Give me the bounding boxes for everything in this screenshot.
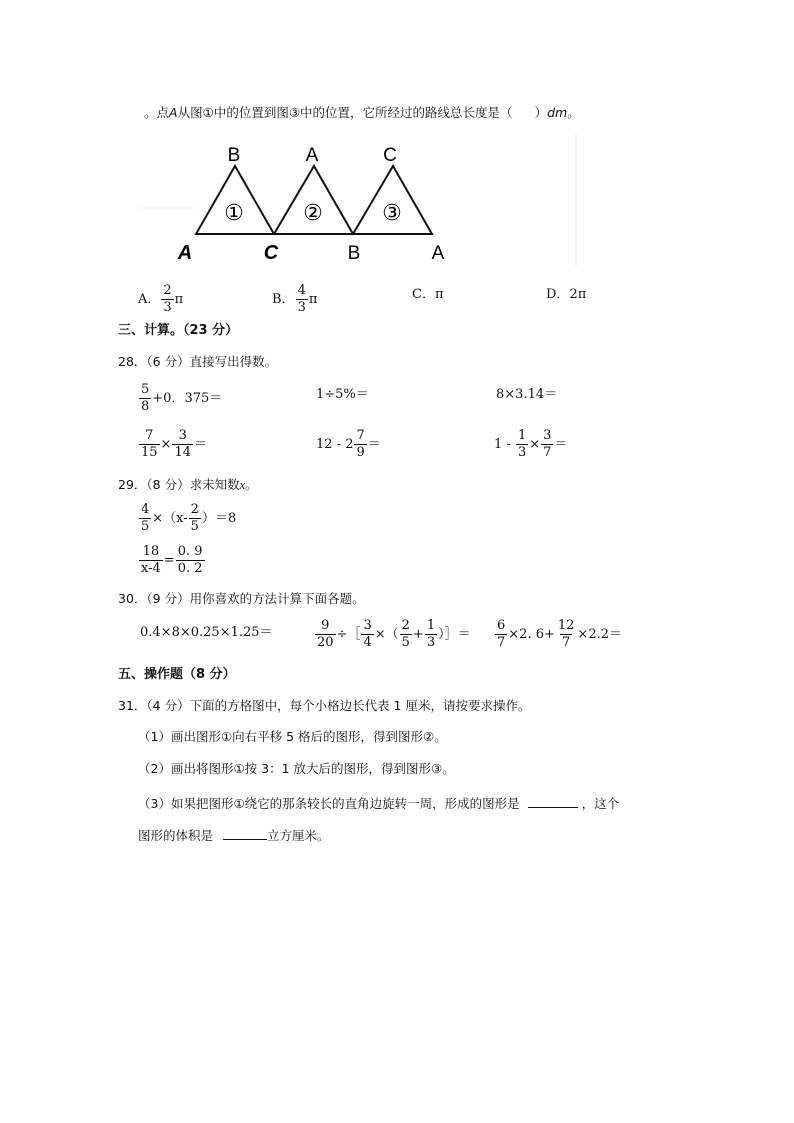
q27-unit: dm xyxy=(547,105,568,120)
q31-step-3-pre: （3）如果把图形①绕它的那条较长的直角边旋转一周，形成的图形是 xyxy=(138,796,520,811)
q27-prefix: 。点 xyxy=(144,105,170,120)
q31-step-2: （2）画出将图形①按 3：1 放大后的图形，得到图形③。 xyxy=(138,761,455,776)
q29-eq2-eq: = xyxy=(163,552,175,568)
q28-problem-2: 1÷5%＝ xyxy=(316,387,369,402)
q28-problem-5 xyxy=(316,429,381,459)
q28-problem-6 xyxy=(494,429,567,459)
q27-option-b[interactable] xyxy=(272,284,317,314)
option-b-fraction: $\frac{4}{3}$ xyxy=(297,283,306,315)
q28-p6-times: × xyxy=(529,436,541,452)
q27-text-mid: 从图 xyxy=(177,105,203,120)
q31-step-1: （1）画出图形①向右平移 5 格后的图形，得到图形②。 xyxy=(138,729,447,744)
q29-title xyxy=(118,479,258,492)
q31-answer-blank-1[interactable] xyxy=(528,795,578,808)
option-a-fraction: $\frac{2}{3}$ xyxy=(163,283,172,315)
top-label-1: B xyxy=(227,145,241,166)
q28-title: 28．（6 分）直接写出得数。 xyxy=(118,354,278,369)
q28-p6-fraction-1: $\frac{1}{3}$ xyxy=(517,428,527,460)
circle-label-1: ① xyxy=(224,200,244,225)
q31-step-4 xyxy=(138,827,330,843)
q29-title-var: x xyxy=(239,478,246,492)
q27-triangle-figure xyxy=(140,132,580,272)
q31-answer-blank-2[interactable] xyxy=(223,827,267,840)
q29-eq1-fraction-2: $\frac{2}{5}$ xyxy=(190,502,199,534)
top-label-2: A xyxy=(305,145,319,166)
option-d-text: 2π xyxy=(569,287,587,302)
q28-p4-times: × xyxy=(160,436,172,452)
option-c-text: π xyxy=(434,287,444,302)
q29-equation-2 xyxy=(138,545,206,575)
q30-e2-op1: ÷［ xyxy=(336,626,361,642)
circle-label-3: ③ xyxy=(382,200,402,225)
q27-circle-3: ③ xyxy=(288,105,301,120)
q30-e3-fraction-1: $\frac{6}{7}$ xyxy=(497,618,506,650)
q30-expression-2 xyxy=(314,619,471,649)
option-b-pi: π xyxy=(308,291,318,307)
q28-p1-fraction: $\frac{5}{8}$ xyxy=(141,382,150,414)
q30-e3-fraction-2: $\frac{12}{7}$ xyxy=(557,618,575,650)
q28-p1-rest: +0．375＝ xyxy=(152,390,223,406)
bottom-label-3: B xyxy=(347,243,361,264)
q30-expression-3 xyxy=(494,619,622,649)
option-d-letter: D． xyxy=(546,287,570,302)
q30-e3-end: ×2.2＝ xyxy=(577,626,622,642)
q28-p4-eq: ＝ xyxy=(194,436,208,452)
q30-e2-fraction-4: $\frac{1}{3}$ xyxy=(426,618,436,650)
q30-e2-fraction-2: $\frac{3}{4}$ xyxy=(363,618,372,650)
option-a-pi: π xyxy=(174,291,184,307)
option-a-letter: A． xyxy=(138,291,161,307)
section-3-title: 三、计算。（23 分） xyxy=(118,323,239,338)
q31-step-4-post: 立方厘米。 xyxy=(267,828,330,843)
q29-eq1-mid: ×（x- xyxy=(152,510,188,526)
q27-text-end: 中的位置，它所经过的路线总长度是（ xyxy=(300,105,513,120)
bottom-label-2: C xyxy=(263,242,279,264)
q31-step-3-post: ，这个 xyxy=(581,796,620,811)
q28-p6-eq: ＝ xyxy=(554,436,568,452)
q29-eq1-fraction-1: $\frac{4}{5}$ xyxy=(141,502,150,534)
bottom-label-4: A xyxy=(431,243,445,264)
q29-title-pre: 29．（8 分）求未知数 xyxy=(118,477,240,492)
q28-problem-3: 8×3.14＝ xyxy=(496,387,558,402)
q29-eq2-fraction-1: $\frac{18}{x-4}$ xyxy=(141,544,161,576)
q30-e2-fraction-1: $\frac{9}{20}$ xyxy=(317,618,334,650)
bottom-label-1: A xyxy=(177,242,193,264)
q30-e2-fraction-3: $\frac{2}{5}$ xyxy=(401,618,410,650)
q31-title: 31．（4 分）下面的方格图中，每个小格边长代表 1 厘米，请按要求操作。 xyxy=(118,698,531,713)
q29-equation-1 xyxy=(138,503,236,533)
q29-title-post: 。 xyxy=(245,477,258,492)
q28-p5-pre: 12 - 2 xyxy=(316,436,354,452)
q28-p6-fraction-2: $\frac{3}{7}$ xyxy=(543,428,552,460)
q27-paren-close: ） xyxy=(534,105,548,120)
q30-title: 30．（9 分）用你喜欢的方法计算下面各题。 xyxy=(118,591,365,606)
q29-eq1-end: ）＝8 xyxy=(201,510,237,526)
q27-option-a[interactable] xyxy=(138,284,183,314)
q29-eq2-fraction-2: $\frac{0. 9}{0. 2}$ xyxy=(177,544,203,576)
q30-e2-plus: + xyxy=(412,626,424,642)
q28-problem-4 xyxy=(138,429,207,459)
q30-e2-op2: ×（ xyxy=(374,626,399,642)
section-5-title: 五、操作题（8 分） xyxy=(118,667,236,682)
q30-e2-end: ）］＝ xyxy=(438,626,471,642)
q28-p4-fraction-2: $\frac{3}{14}$ xyxy=(174,428,191,460)
circle-label-2: ② xyxy=(303,200,323,225)
top-label-3: C xyxy=(383,145,397,166)
q28-p5-fraction: $\frac{7}{9}$ xyxy=(356,428,365,460)
option-b-letter: B． xyxy=(272,291,295,307)
q27-option-d[interactable] xyxy=(546,288,586,301)
q28-p6-pre: 1 - xyxy=(494,436,515,452)
q27-point: A xyxy=(169,105,178,120)
option-c-letter: C． xyxy=(412,287,435,302)
q27-text-mid2: 中的位置到图 xyxy=(213,105,289,120)
q28-p4-fraction-1: $\frac{7}{15}$ xyxy=(141,428,158,460)
q27-unit-suffix: 。 xyxy=(567,105,580,120)
q28-p5-eq: ＝ xyxy=(367,436,381,452)
q27-question-text xyxy=(144,107,580,120)
q30-e3-mid: ×2. 6+ xyxy=(508,626,555,642)
q27-circle-1: ① xyxy=(202,105,214,120)
q31-step-4-pre: 图形的体积是 xyxy=(138,828,214,843)
q31-step-3 xyxy=(138,795,619,811)
q30-expression-1: 0.4×8×0.25×1.25＝ xyxy=(140,625,273,640)
q28-problem-1 xyxy=(138,383,222,413)
q27-option-c[interactable] xyxy=(412,288,444,301)
